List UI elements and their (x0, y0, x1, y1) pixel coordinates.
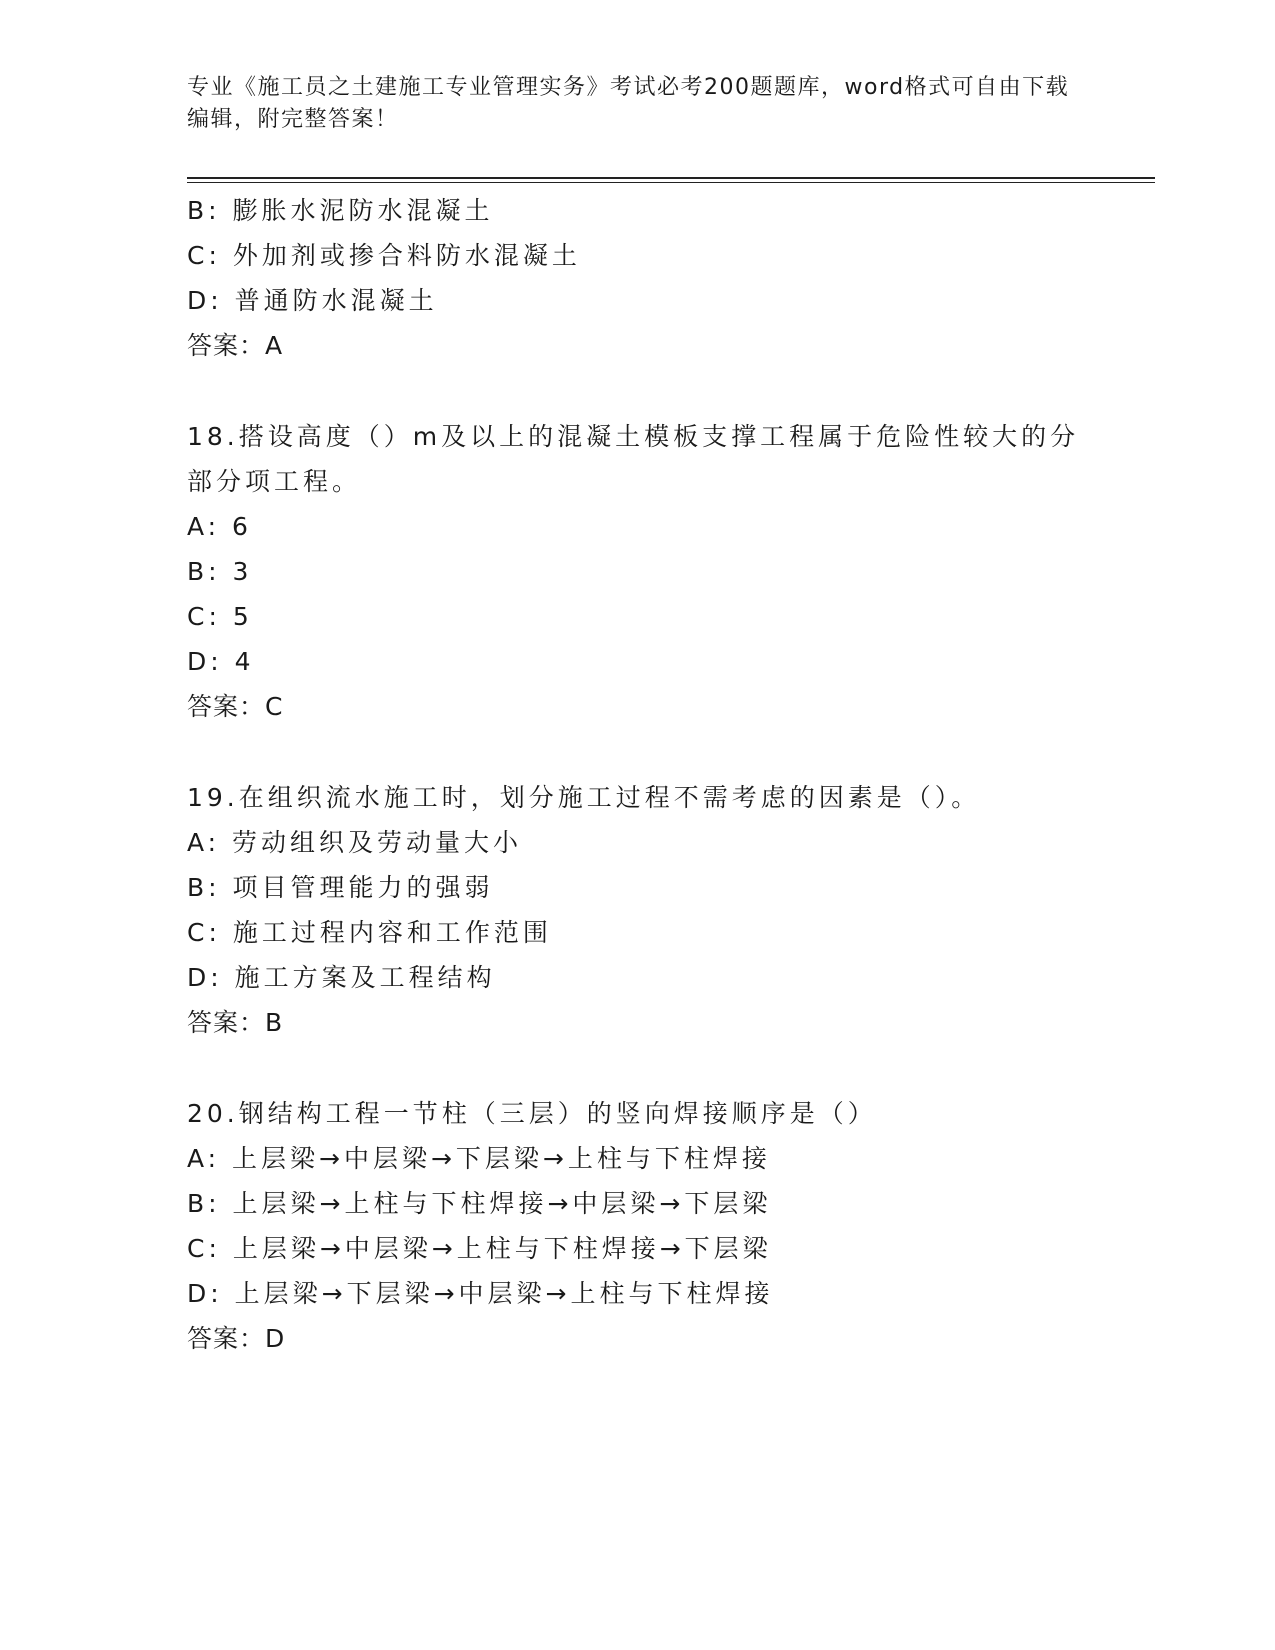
spacer (187, 369, 1087, 414)
option-d: D: 4 (187, 647, 255, 676)
question-text: 19.在组织流水施工时，划分施工过程不需考虑的因素是（）。 (187, 783, 981, 812)
option-b: B: 膨胀水泥防水混凝土 (187, 196, 494, 225)
option-b: B: 3 (187, 557, 253, 586)
option-c: C: 施工过程内容和工作范围 (187, 918, 552, 947)
option-b: B: 项目管理能力的强弱 (187, 873, 494, 902)
option-d: D: 施工方案及工程结构 (187, 963, 496, 992)
option-b: B: 上层梁→上柱与下柱焊接→中层梁→下层梁 (187, 1189, 772, 1218)
option-d: D: 上层梁→下层梁→中层梁→上柱与下柱焊接 (187, 1279, 774, 1308)
answer-line: 答案：D (187, 1324, 286, 1353)
option-d: D: 普通防水混凝土 (187, 286, 438, 315)
header-divider-thick (187, 177, 1155, 179)
question-19 (187, 775, 1087, 1046)
option-a: A: 6 (187, 512, 252, 541)
question-18 (187, 414, 1087, 730)
question-20 (187, 1091, 1087, 1362)
option-a: A: 劳动组织及劳动量大小 (187, 828, 523, 857)
option-c: C: 上层梁→中层梁→上柱与下柱焊接→下层梁 (187, 1234, 772, 1263)
answer-line: 答案：C (187, 692, 284, 721)
option-c: C: 外加剂或掺合料防水混凝土 (187, 241, 581, 270)
spacer (187, 1046, 1087, 1091)
header-divider-thin (187, 182, 1155, 183)
document-header: 专业《施工员之土建施工专业管理实务》考试必考200题题库，word格式可自由下载编辑，附完整答案！ (187, 75, 1070, 132)
spacer (187, 730, 1087, 775)
answer-line: 答案：B (187, 1008, 284, 1037)
option-a: A: 上层梁→中层梁→下层梁→上柱与下柱焊接 (187, 1144, 771, 1173)
answer-line: 答案：A (187, 331, 284, 360)
option-c: C: 5 (187, 602, 253, 631)
question-content (187, 188, 1087, 1362)
question-text: 18.搭设高度（）m及以上的混凝土模板支撑工程属于危险性较大的分部分项工程。 (187, 422, 1080, 496)
question-text: 20.钢结构工程一节柱（三层）的竖向焊接顺序是（） (187, 1099, 877, 1128)
question-17-continued (187, 188, 1087, 369)
